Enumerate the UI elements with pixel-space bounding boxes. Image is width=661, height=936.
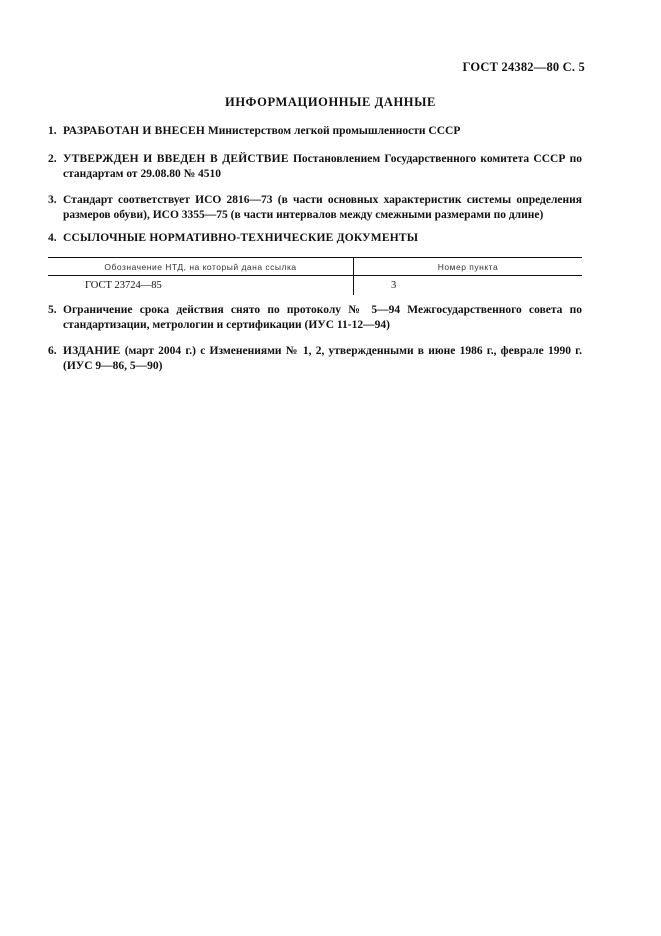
table-row	[48, 276, 582, 296]
item-text: Ограничение срока действия снято по протоколу № 5—94 Межгосударственного совета по стандартизации, метрологии и сертификации (ИУС 11-12—94)	[63, 304, 582, 331]
item-number: 2.	[48, 153, 57, 165]
table-cell-clause-number: 3	[391, 280, 397, 291]
reference-documents-table	[48, 257, 582, 295]
item-number: 1.	[48, 125, 57, 137]
info-item-1	[48, 124, 582, 139]
info-item-6	[48, 344, 582, 374]
document-title: ИНФОРМАЦИОННЫЕ ДАННЫЕ	[225, 95, 436, 109]
item-lead: ССЫЛОЧНЫЕ НОРМАТИВНО-ТЕХНИЧЕСКИЕ ДОКУМЕНТЫ	[63, 232, 419, 244]
item-text: Министерством легкой промышленности СССР	[205, 125, 461, 137]
info-item-3	[48, 193, 582, 223]
table-cell-designation: ГОСТ 23724—85	[48, 276, 354, 296]
item-text: (март 2004 г.) с Изменениями № 1, 2, утвержденными в июне 1986 г., феврале 1990 г. (ИУС 9—86, 5—90)	[63, 345, 582, 372]
item-lead: УТВЕРЖДЕН И ВВЕДЕН В ДЕЙСТВИЕ	[63, 153, 289, 165]
item-number: 3.	[48, 194, 57, 206]
item-lead: ИЗДАНИЕ	[63, 345, 121, 357]
item-text: Стандарт соответствует ИСО 2816—73 (в части основных характеристик системы определения размеров обуви), ИСО 3355—75 (в части интервалов между смежными размерами по длине)	[63, 194, 582, 221]
page-header-designation: ГОСТ 24382—80 С. 5	[462, 60, 585, 74]
item-number: 5.	[48, 304, 57, 316]
column-header-clause-number: Номер пункта	[354, 258, 583, 276]
info-item-2	[48, 152, 582, 182]
item-number: 6.	[48, 345, 57, 357]
item-lead: РАЗРАБОТАН И ВНЕСЕН	[63, 125, 206, 137]
item-text: Постановлением Государственного комитета СССР по стандартам от 29.08.80 № 4510	[63, 153, 582, 180]
item-number: 4.	[48, 232, 57, 244]
table-header-row	[48, 258, 582, 276]
info-item-4	[48, 231, 582, 246]
column-header-designation: Обозначение НТД, на который дана ссылка	[48, 258, 354, 276]
info-item-5	[48, 303, 582, 333]
